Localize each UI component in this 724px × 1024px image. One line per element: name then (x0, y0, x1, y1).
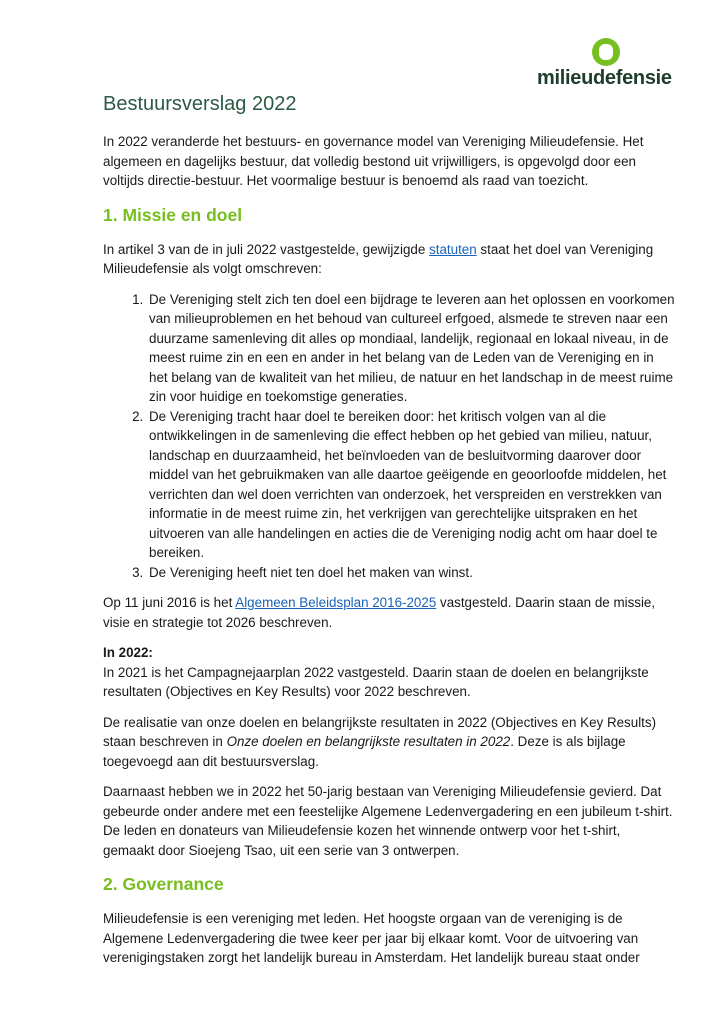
intro-paragraph: In 2022 veranderde het bestuurs- en governance model van Vereniging Milieudefensie. Het algemeen en dagelijks bestuur, dat volledig bestond uit vrijwilligers, is opgevolgd door een voltijds directie-bestuur. Het voormalige bestuur is benoemd als raad van toezicht. (103, 134, 644, 188)
paragraph-text: Op 11 juni 2016 is het (103, 595, 236, 610)
section-heading-missie: 1. Missie en doel (103, 204, 243, 225)
statuten-paragraph (103, 240, 675, 279)
beleidsplan-link[interactable]: Algemeen Beleidsplan 2016-2025 (235, 595, 437, 610)
report-title: Bestuursverslag 2022 (103, 93, 297, 115)
jubileum-paragraph: Daarnaast hebben we in 2022 het 50-jarig bestaan van Vereniging Milieudefensie gevierd. Dat gebeurde onder andere met een feestelijke Algemene Ledenvergadering en een jubileum t-shirt. De leden en donateurs van Milieudefensie kozen het winnende ontwerp voor het t-shirt, gemaakt door Sioejeng Tsao, uit een serie van 3 ontwerpen. (103, 784, 673, 858)
milieudefensie-logo (537, 38, 677, 90)
subheading-2022: In 2022: (103, 645, 153, 660)
governance-paragraph: Milieudefensie is een vereniging met leden. Het hoogste orgaan van de vereniging is de Algemene Ledenvergadering die twee keer per jaar bij elkaar komt. Voor de uitvoering van verenigingstaken zorgt het landelijk bureau in Amsterdam. Het landelijk bureau staat onder (103, 911, 640, 965)
bijlage-title: Onze doelen en belangrijkste resultaten in 2022 (226, 734, 511, 749)
list-item: 1. De Vereniging stelt zich ten doel een bijdrage te leveren aan het oplossen en voorkomen van milieuproblemen en het behoud van cultureel erfgoed, alsmede te streven naar een duurzame samenleving dit alles op mondiaal, landelijk, regionaal en lokaal niveau, in de meest ruime zin en een en ander in het belang van de Leden van de Vereniging en in het belang van de kwaliteit van het milieu, de natuur en het landschap in de meest ruime zin voor huidige en toekomstige generaties. (147, 290, 675, 407)
paragraph-text: vastgesteld. Daarin staan de missie, visie en strategie tot 2026 beschreven. (103, 595, 656, 630)
paragraph-text: De realisatie van onze doelen en belangrijkste resultaten in 2022 (Objectives en Key Results) staan beschreven in (103, 714, 657, 749)
list-item: 2. De Vereniging tracht haar doel te bereiken door: het kritisch volgen van al die ontwikkelingen in de samenleving die effect hebben op het gebied van milieu, natuur, landschap en duurzaamheid, het beïnvloeden van de besluitvorming daarover door middel van het gebruikmaken van alle daartoe geëigende en geoorloofde middelen, het verrichten dan wel doen verrichten van onderzoek, het verspreiden en verstrekken van informatie in de meest ruime zin, het verkrijgen van gerechtelijke uitspraken en het uitvoeren van alle handelingen en acties die de Vereniging nodig acht om haar doel te bereiken. (147, 407, 675, 563)
milieudefensie-logo-icon (592, 38, 620, 66)
paragraph-text: In artikel 3 van de in juli 2022 vastgestelde, gewijzigde (103, 241, 430, 257)
beleidsplan-paragraph (103, 593, 675, 632)
document-body (103, 90, 675, 979)
doel-list (103, 290, 675, 583)
jaarplan-paragraph: In 2021 is het Campagnejaarplan 2022 vastgesteld. Daarin staan de doelen en belangrijkste resultaten (Objectives en Key Results) voor 2022 beschreven. (103, 664, 649, 699)
statuten-link[interactable]: statuten (429, 241, 477, 257)
section-heading-governance: 2. Governance (103, 874, 224, 894)
realisatie-paragraph (103, 713, 675, 772)
paragraph-text: staat het doel van Vereniging Milieudefensie als volgt omschreven: (103, 241, 654, 276)
logo-text: milieudefensie (537, 67, 672, 89)
paragraph-text: . Deze is als bijlage toegevoegd aan dit bestuursverslag. (103, 734, 626, 769)
list-item: 3. De Vereniging heeft niet ten doel het maken van winst. (147, 563, 675, 583)
